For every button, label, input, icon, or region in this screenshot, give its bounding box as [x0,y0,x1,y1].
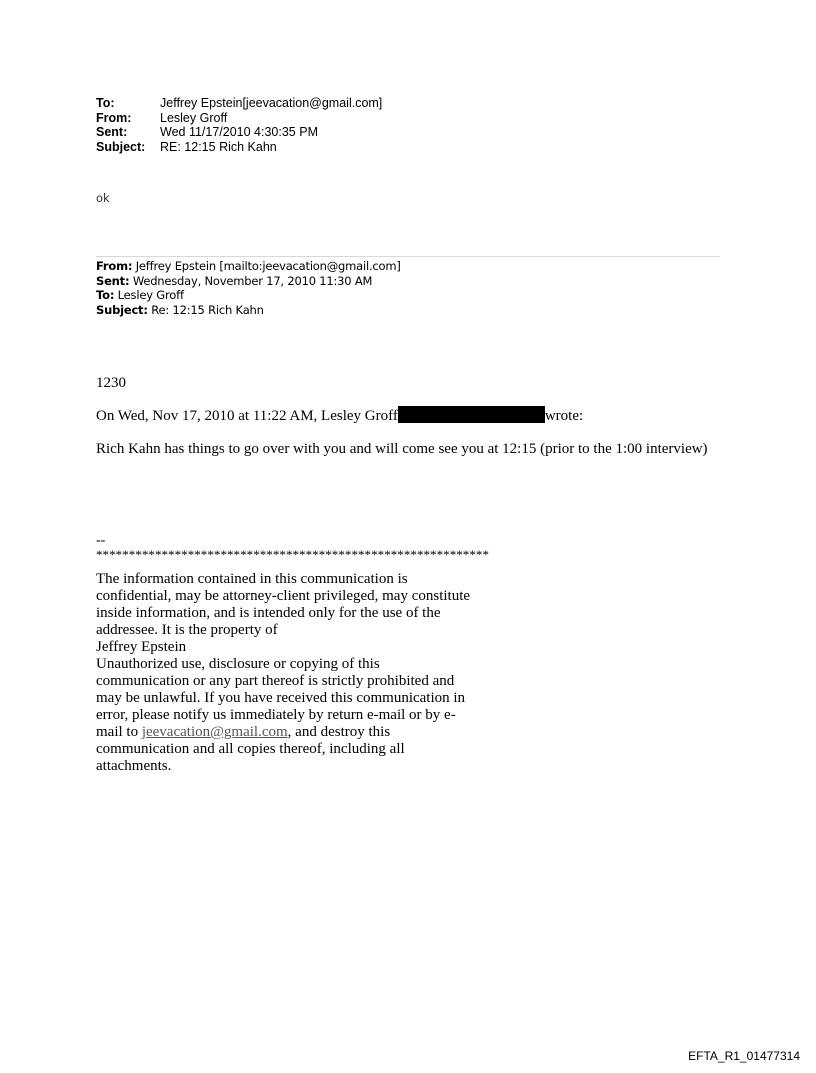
fwd-sent-label: Sent: [96,273,130,288]
disclaimer-owner: Jeffrey Epstein [96,639,187,655]
quote-intro-after: wrote: [544,408,584,424]
email-header [96,96,382,154]
disclaimer-part1: The information contained in this communication is confidential, may be attorney-client privileged, may constitute inside information, and is intended only for the use of the addressee. It is the property of [96,571,471,638]
fwd-sent-row [96,274,401,289]
redaction-box [398,406,545,423]
header-to-row [96,96,382,111]
quoted-text: Rich Kahn has things to go over with you and will come see you at 12:15 (prior to the 1:00 interview) [96,441,708,457]
signature-stars: ************************************************************ [96,547,489,562]
quote-intro [96,406,583,425]
forwarded-header [96,259,401,317]
from-value: Lesley Groff [160,110,228,125]
sent-label: Sent: [96,125,128,139]
fwd-from-row [96,259,401,274]
document-id: EFTA_R1_01477314 [688,1049,800,1063]
fwd-from-label: From: [96,259,133,273]
fwd-to-label: To: [96,288,115,302]
fwd-subject-row [96,303,401,318]
email-link[interactable]: jeevacation@gmail.com [141,724,288,740]
to-label: To: [96,96,115,110]
fwd-sent-value: Wednesday, November 17, 2010 11:30 AM [129,273,373,288]
disclaimer [96,571,476,775]
disclaimer-part2: Unauthorized use, disclosure or copying of this communication or any part thereof is strictly prohibited and may be unlawful. If you have received this communication in error, please notify us immediately by return e-mail or by e-mail to [96,656,466,740]
reply-text: 1230 [96,375,126,391]
fwd-to-row [96,288,401,303]
disclaimer-part2-wrap [96,656,476,775]
signature-dash: -- [96,533,106,548]
fwd-from-value: Jeffrey Epstein [mailto:jeevacation@gmail.com] [132,259,401,273]
from-label: From: [96,110,132,125]
header-subject-row [96,140,382,155]
fwd-subject-value: Re: 12:15 Rich Kahn [147,302,264,317]
header-sent-row [96,125,382,140]
sent-value: Wed 11/17/2010 4:30:35 PM [160,125,318,139]
disclaimer-part3: , and destroy this communication and all copies thereof, including all attachments. [96,724,405,774]
header-from-row [96,111,382,126]
fwd-subject-label: Subject: [96,302,148,317]
fwd-to-value: Lesley Groff [114,288,184,302]
subject-value: RE: 12:15 Rich Kahn [160,139,277,154]
reply-body: ok [96,191,110,205]
to-value: Jeffrey Epstein[jeevacation@gmail.com] [160,96,383,110]
quote-intro-before: On Wed, Nov 17, 2010 at 11:22 AM, Lesley Groff [96,408,398,424]
subject-label: Subject: [96,139,146,154]
separator-rule [96,256,720,257]
